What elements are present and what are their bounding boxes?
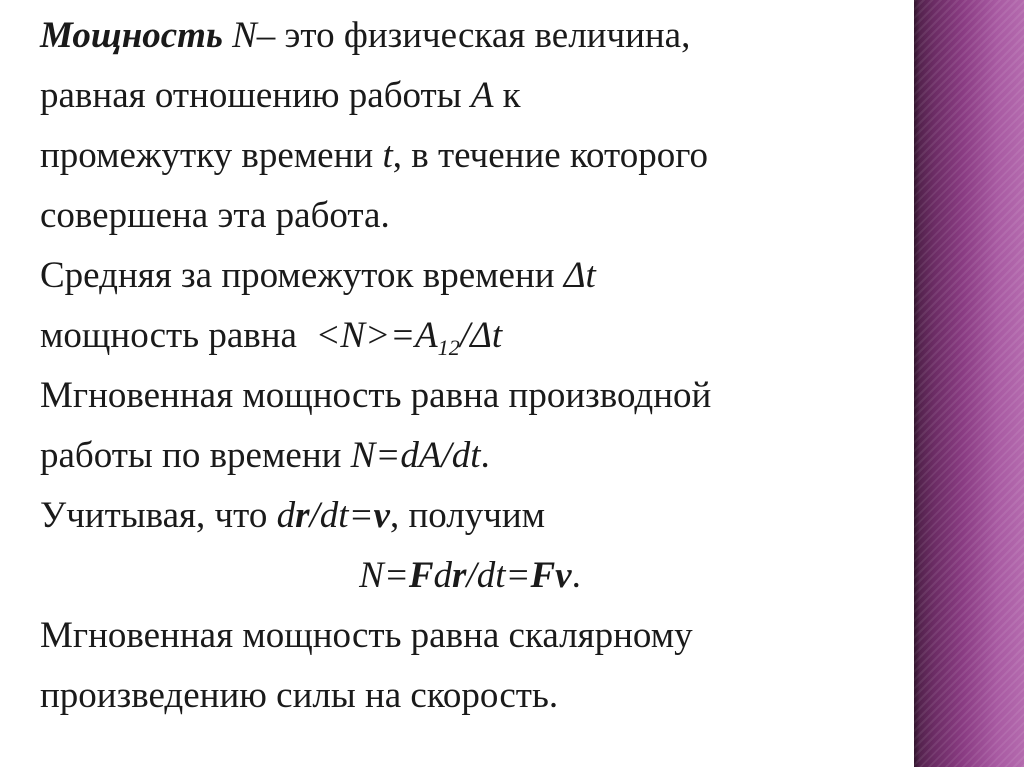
symbol-A: A — [470, 75, 494, 116]
symbol-delta-t: Δt — [563, 255, 596, 296]
average-power-paragraph — [40, 246, 900, 366]
definition-text-6: совершена эта работа. — [40, 195, 390, 236]
instant-text-2: работы по времени — [40, 435, 351, 476]
symbol-t: t — [382, 135, 393, 176]
formula-v-vector: v — [373, 495, 390, 536]
definition-text-1: – это физическая величина, — [256, 15, 691, 56]
average-text-2: мощность равна — [40, 315, 307, 356]
velocity-paragraph — [40, 486, 900, 546]
velocity-text-1: Учитывая, что — [40, 495, 277, 536]
definition-text-4: промежутку времени — [40, 135, 383, 176]
symbol-N: N — [232, 15, 257, 56]
scalar-text-1: Мгновенная мощность равна скалярному — [40, 615, 693, 656]
average-power-formula — [315, 315, 503, 360]
average-text-1: Средняя за промежуток времени — [40, 255, 564, 296]
slide-body — [40, 6, 900, 726]
decorative-side-band — [914, 0, 1024, 767]
formula-dt2: /dt= — [466, 555, 531, 596]
formula-N: N= — [359, 555, 409, 596]
scalar-text-2: произведению силы на скорость. — [40, 675, 559, 716]
formula-d2: d — [433, 555, 453, 596]
formula-end: . — [571, 555, 581, 596]
formula-dt: /dt= — [309, 495, 374, 536]
term-power: Мощность — [40, 15, 223, 56]
instant-end: . — [480, 435, 490, 476]
formula-main: <N>=A — [315, 315, 438, 356]
formula-d: d — [276, 495, 296, 536]
scalar-product-paragraph — [40, 606, 900, 726]
velocity-text-2: , получим — [389, 495, 546, 536]
definition-text-3: к — [493, 75, 521, 116]
formula-subscript: 12 — [437, 334, 460, 360]
instant-power-formula: N=dA/dt — [350, 435, 481, 476]
formula-r-vector-2: r — [452, 555, 467, 596]
definition-text-5: , в течение которого — [392, 135, 708, 176]
formula-F-vector: F — [408, 555, 434, 596]
instant-text-1: Мгновенная мощность равна производной — [40, 375, 712, 416]
formula-r-vector: r — [295, 495, 310, 536]
power-force-velocity-formula — [40, 546, 900, 606]
definition-text-2: равная отношению работы — [40, 75, 471, 116]
instant-power-paragraph — [40, 366, 900, 486]
formula-tail: /Δt — [459, 315, 503, 356]
formula-Fv: Fv — [530, 555, 572, 596]
definition-paragraph — [40, 6, 900, 246]
